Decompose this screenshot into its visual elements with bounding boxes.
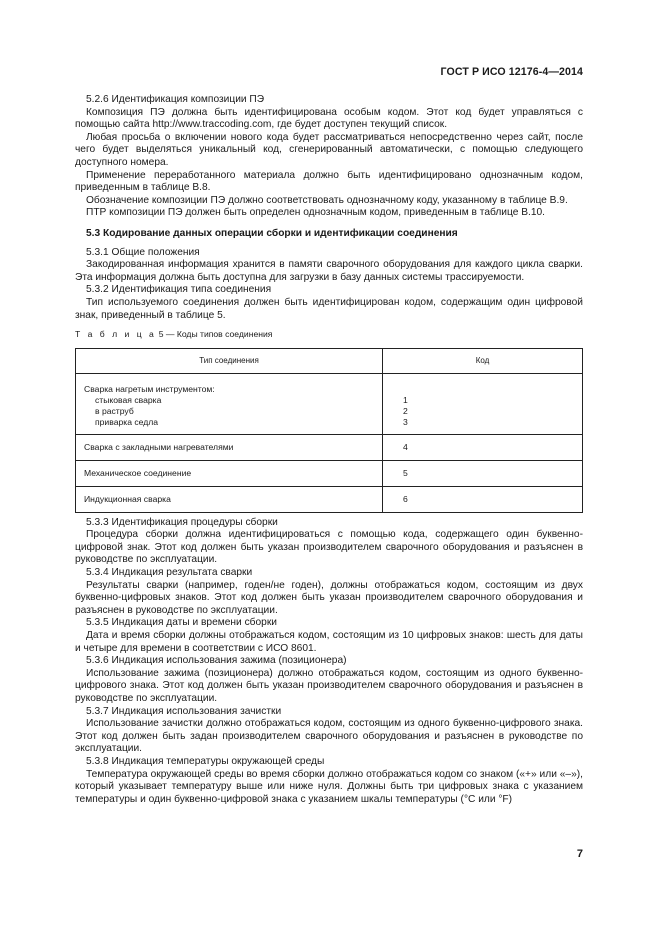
paragraph: ПТР композиции ПЭ должен быть определен однозначным кодом, приведенным в таблице В.10.: [86, 207, 546, 219]
table-cell: Сварка нагретым инструментом: стыковая сварка в раструб приварка седла: [76, 373, 383, 434]
table-row: [76, 486, 583, 512]
table-header-row: [76, 348, 583, 373]
column-header-code: Код: [383, 348, 583, 373]
section-532-title: 5.3.2 Идентификация типа соединения: [86, 284, 272, 296]
table-caption: Т а б л и ц а 5 — Коды типов соединения: [75, 329, 273, 340]
paragraph: Температура окружающей среды во время сборки должно отображаться кодом со знаком («+» или «–»), который указывает температуру выше или ниже нуля. Должны быть три цифровых знака с указанием температуры и один буквенно-цифровой знака с указанием шкалы температуры (°С или °F): [75, 768, 583, 805]
section-534-title: 5.3.4 Индикация результата сварки: [86, 567, 253, 579]
table-cell: Индукционная сварка: [76, 486, 383, 512]
section-526-title: 5.2.6 Идентификация композиции ПЭ: [86, 94, 265, 105]
table-cell: 1 2 3: [383, 373, 583, 434]
column-header-type: Тип соединения: [76, 348, 383, 373]
table-row: [76, 434, 583, 460]
section-53-title: 5.3 Кодирование данных операции сборки и идентификации соединения: [86, 227, 458, 239]
table-row: [76, 460, 583, 486]
document-header: ГОСТ Р ИСО 12176-4—2014: [440, 66, 583, 78]
section-538-title: 5.3.8 Индикация температуры окружающей среды: [86, 755, 325, 767]
section-531-title: 5.3.1 Общие положения: [86, 246, 200, 258]
section-536-title: 5.3.6 Индикация использования зажима (позиционера): [86, 655, 347, 667]
section-535-title: 5.3.5 Индикация даты и времени сборки: [86, 617, 277, 629]
paragraph: Любая просьба о включении нового кода будет рассматриваться непосредственно через сайт, после чего будет выделяться уникальный код, сгенерированный автоматически, с помощью следующего доступного номера.: [75, 131, 583, 168]
paragraph: Результаты сварки (например, годен/не годен), должны отображаться кодом, состоящим из двух буквенно-цифровых знаков. Этот код должен быть указан производителем сварочного оборудования и разъяснен в руководстве по эксплуатации.: [75, 579, 583, 616]
document-body: [75, 94, 583, 806]
paragraph: Композиция ПЭ должна быть идентифицирована особым кодом. Этот код будет управляться с помощью сайта http://www.traccoding.com, где будет доступен текущий список.: [75, 106, 583, 131]
paragraph: Дата и время сборки должны отображаться кодом, состоящим из 10 цифровых знаков: шесть для даты и четыре для времени в соответствии с ИСО 8601.: [75, 630, 583, 654]
paragraph: Процедура сборки должна идентифицироваться с помощью кода, содержащего один буквенно-цифровой знак. Этот код должен быть указан производителем сварочного оборудования и разъяснен в руководстве по эксплуатации.: [75, 529, 583, 566]
table-row: [76, 373, 583, 434]
table-cell: 5: [383, 460, 583, 486]
table-cell: Сварка с закладными нагревателями: [76, 434, 383, 460]
section-537-title: 5.3.7 Индикация использования зачистки: [86, 705, 282, 717]
table-cell: Механическое соединение: [76, 460, 383, 486]
page-number: 7: [576, 848, 583, 860]
paragraph: Закодированная информация хранится в памяти сварочного оборудования для каждого цикла сварки. Эта информация должна быть доступна для загрузки в базу данных системы трассируемости.: [75, 259, 583, 283]
table-cell: 4: [383, 434, 583, 460]
table-cell: 6: [383, 486, 583, 512]
paragraph: Использование зачистки должно отображаться кодом, состоящим из одного буквенно-цифрового знака. Этот код должен быть задан производителем сварочного оборудования и разъяснен в руководстве по эксплуатации.: [75, 718, 583, 755]
paragraph: Использование зажима (позиционера) должно отображаться кодом, состоящим из одного буквенно-цифрового знака. Этот код должен быть указан производителем сварочного оборудования и разъяснен в руководстве по эксплуатации.: [75, 667, 583, 704]
section-533-title: 5.3.3 Идентификация процедуры сборки: [86, 516, 278, 528]
paragraph: Тип используемого соединения должен быть идентифицирован кодом, содержащим один цифровой знак, приведенный в таблице 5.: [75, 296, 583, 321]
paragraph: Применение переработанного материала должно быть идентифицировано однозначным кодом, приведенным в таблице В.8.: [75, 169, 583, 194]
joint-type-codes-table: [75, 348, 583, 513]
paragraph: Обозначение композиции ПЭ должно соответствовать однозначному коду, указанному в таблице В.9.: [86, 194, 568, 206]
